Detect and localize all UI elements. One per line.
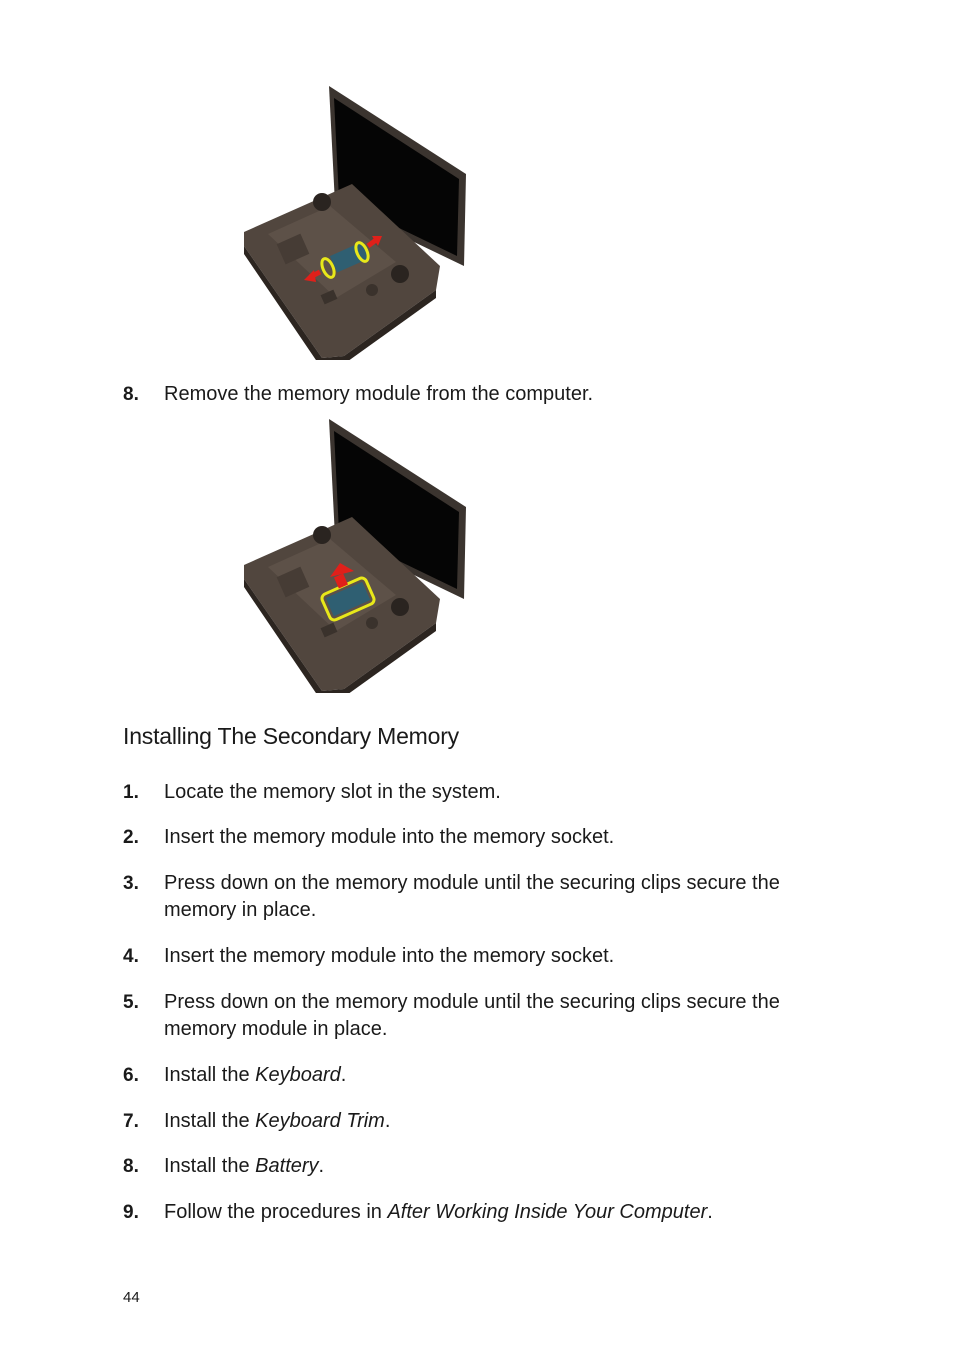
step-text: Locate the memory slot in the system. xyxy=(164,781,501,803)
step-number: 8. xyxy=(123,1156,139,1177)
step-text: Install the xyxy=(164,1064,256,1086)
step-number: 5. xyxy=(123,992,139,1013)
step-number: 7. xyxy=(123,1111,139,1132)
step-text: Press down on the memory module until the securing clips secure the memory in place. xyxy=(164,872,780,921)
after-working-link[interactable]: After Working Inside Your Computer xyxy=(387,1201,708,1223)
step-text: Install the xyxy=(164,1110,256,1132)
step-text-suffix: . xyxy=(318,1155,325,1177)
section-heading: Installing The Secondary Memory xyxy=(123,723,459,749)
step-number: 3. xyxy=(123,873,139,894)
page-number: 44 xyxy=(123,1289,140,1306)
laptop-clips-illustration xyxy=(240,84,472,360)
step-number: 6. xyxy=(123,1065,139,1086)
step-text: Install the xyxy=(164,1155,256,1177)
keyboard-link[interactable]: Keyboard xyxy=(255,1064,341,1086)
step-number: 2. xyxy=(123,827,139,848)
step-number: 8. xyxy=(123,384,139,405)
step-text: Insert the memory module into the memory socket. xyxy=(164,826,615,848)
step-text: Remove the memory module from the computer. xyxy=(164,383,594,405)
step-text: Insert the memory module into the memory socket. xyxy=(164,945,615,967)
step-text: Press down on the memory module until the securing clips secure the memory module in place. xyxy=(164,991,780,1040)
step-text-suffix: . xyxy=(707,1201,713,1223)
step-number: 9. xyxy=(123,1202,139,1223)
step-text: Follow the procedures in xyxy=(164,1201,388,1223)
keyboard-trim-link[interactable]: Keyboard Trim xyxy=(255,1110,385,1132)
battery-link[interactable]: Battery xyxy=(255,1155,319,1177)
step-text-suffix: . xyxy=(340,1064,347,1086)
laptop-memory-removal-illustration xyxy=(240,417,472,693)
step-number: 1. xyxy=(123,782,139,803)
step-text-suffix: . xyxy=(384,1110,391,1132)
step-number: 4. xyxy=(123,946,139,967)
